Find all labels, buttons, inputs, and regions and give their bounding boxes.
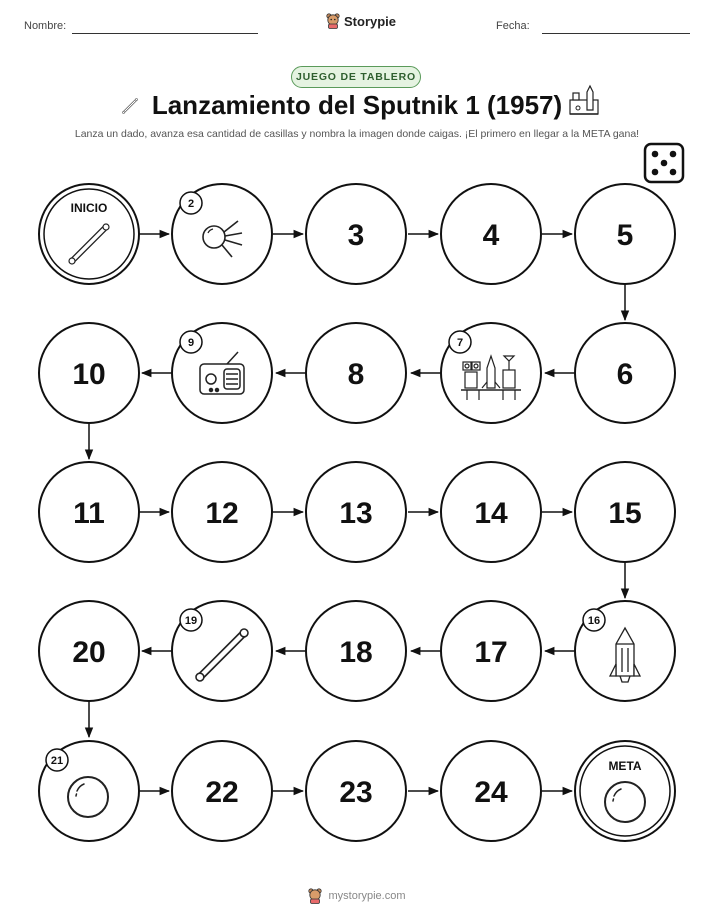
square-number: 3 [347,219,365,252]
square-number: 10 [72,358,106,391]
square-4[interactable] [441,184,541,284]
name-label: Nombre: [24,20,67,32]
square-19[interactable] [172,601,272,701]
square-12[interactable] [172,462,272,562]
metal-sphere-icon [68,777,108,817]
square-number: 20 [72,636,106,669]
square-9[interactable] [172,323,272,423]
square-23[interactable] [306,741,406,841]
square-11[interactable] [39,462,139,562]
square-badge: 2 [187,198,195,210]
square-10[interactable] [39,323,139,423]
square-17[interactable] [441,601,541,701]
square-number: 15 [608,497,642,530]
square-number: 14 [474,497,508,530]
square-badge: 19 [184,615,198,627]
start-label: INICIO [70,201,108,215]
square-13[interactable] [306,462,406,562]
brand-name: Storypie [344,13,397,29]
square-number: 12 [205,497,239,530]
date-label: Fecha: [496,20,530,32]
square-20[interactable] [39,601,139,701]
square-22[interactable] [172,741,272,841]
title-workshop-icon [570,86,598,114]
square-number: 18 [339,636,373,669]
title-antenna-icon [122,98,137,113]
square-badge: 16 [587,615,601,627]
square-number: 24 [474,776,508,809]
square-7[interactable] [441,323,541,423]
square-number: 13 [339,497,373,530]
square-18[interactable] [306,601,406,701]
square-number: 23 [339,776,373,809]
square-number: 6 [616,358,634,391]
square-21[interactable] [39,741,139,841]
dice-five-icon [645,144,683,182]
square-25-finish[interactable] [575,741,675,841]
square-number: 5 [616,219,634,252]
square-1-start[interactable] [39,184,139,284]
finish-label: META [608,759,642,773]
bear-mascot-icon [308,888,322,904]
category-badge: JUEGO DE TABLERO [291,66,421,88]
square-badge: 9 [187,337,195,349]
square-14[interactable] [441,462,541,562]
square-number: 8 [347,358,365,391]
square-badge: 21 [50,755,64,767]
page-title: Lanzamiento del Sputnik 1 (1957) [151,90,563,120]
footer-url[interactable]: mystorypie.com [328,890,406,902]
instructions: Lanza un dado, avanza esa cantidad de casillas y nombra la imagen donde caigas. ¡El primero en llegar a la META gana! [74,128,640,140]
square-15[interactable] [575,462,675,562]
square-24[interactable] [441,741,541,841]
square-badge: 7 [456,337,464,349]
metal-sphere-icon [605,782,645,822]
square-number: 11 [73,497,105,530]
square-5[interactable] [575,184,675,284]
square-16[interactable] [575,601,675,701]
square-number: 22 [205,776,239,809]
square-number: 4 [482,219,500,252]
square-number: 17 [474,636,508,669]
square-3[interactable] [306,184,406,284]
square-6[interactable] [575,323,675,423]
square-2[interactable] [172,184,272,284]
square-8[interactable] [306,323,406,423]
footer [0,888,714,904]
